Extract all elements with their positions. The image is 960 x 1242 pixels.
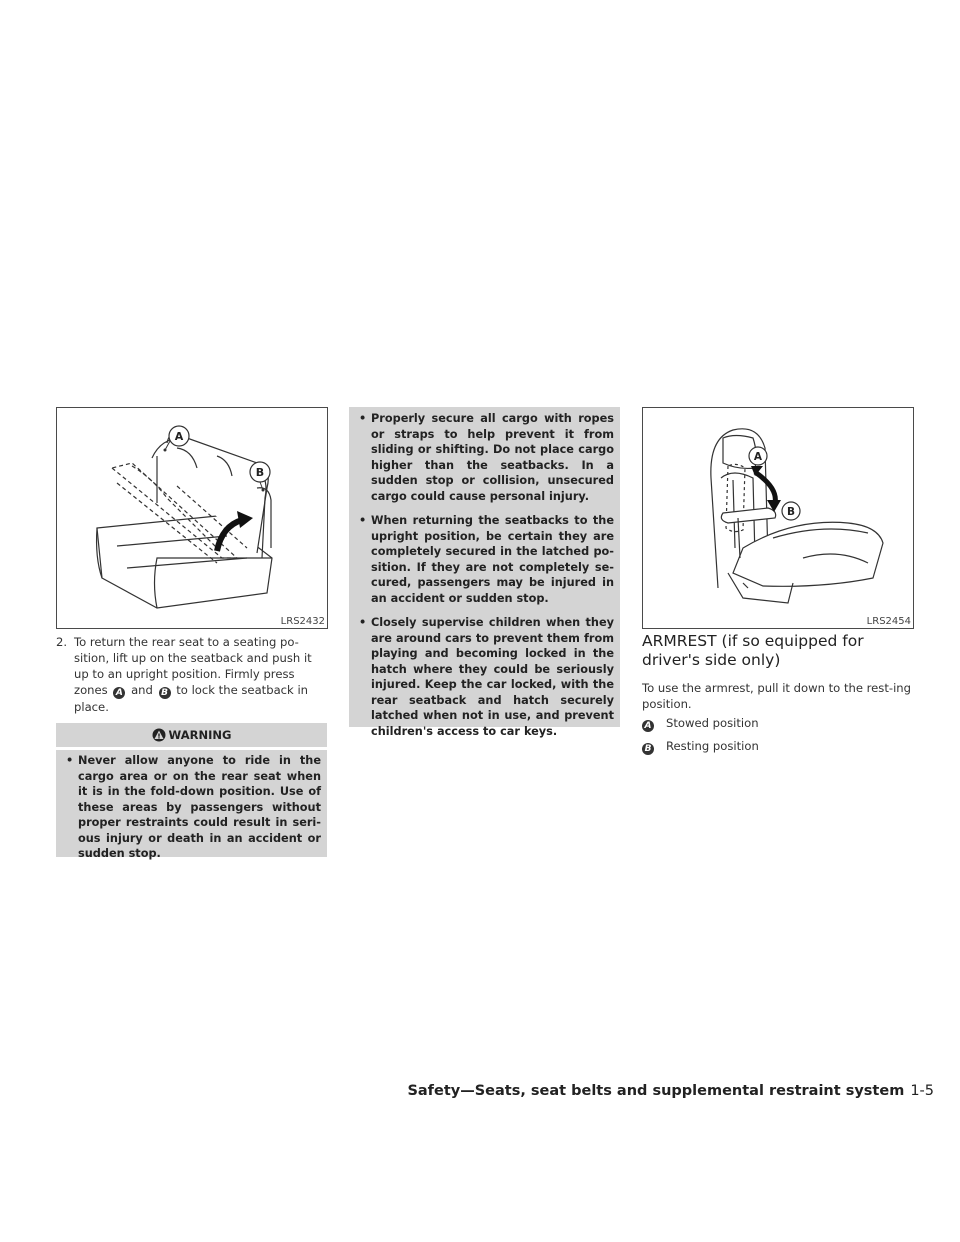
armrest-item-resting: [642, 738, 759, 755]
zone-b-badge: B: [159, 687, 171, 699]
armrest-heading: ARMREST (if so equipped for driver's side only): [642, 632, 864, 669]
item-badge-b: B: [642, 743, 654, 755]
warning-item: • Properly secure all cargo with ropes or straps to help prevent it from sliding or shifting. Do not place cargo higher than the seatbacks. In a sudden stop or collision, unsecured cargo could cause personal injury.: [359, 412, 614, 503]
step-2: [56, 634, 328, 715]
footer-section-title: Safety—Seats, seat belts and supplemental restraint system: [407, 1083, 905, 1099]
step-number: 2.: [56, 635, 68, 649]
warning-item: • When returning the seatbacks to the upright position, be certain they are completely secured in the latched po-sition. If they are not completely se-cured, passengers may be injured in an accident or sudden stop.: [359, 514, 614, 605]
warning-box-right: [349, 407, 620, 738]
step-text: To return the rear seat to a seating po-sition, lift up on the seatback and push it up to an upright position. Firmly press zones A and B to lock the seatback in place.: [74, 635, 312, 714]
armrest-item-stowed: [642, 715, 759, 732]
zone-a-badge: A: [113, 687, 125, 699]
warning-box-left: [56, 750, 327, 860]
figure-code: LRS2454: [866, 616, 911, 627]
armrest-text: To use the armrest, pull it down to the rest-ing position.: [642, 681, 912, 711]
rear-seat-illustration: [57, 408, 327, 628]
armrest-figure: [642, 407, 914, 629]
warning-icon: [152, 728, 166, 742]
figure-label-a: A: [174, 430, 184, 443]
figure-label-b: B: [255, 466, 265, 479]
item-label: Stowed position: [666, 716, 759, 730]
rear-seat-figure: [56, 407, 328, 629]
item-label: Resting position: [666, 739, 759, 753]
page-number: 1-5: [910, 1083, 934, 1099]
figure-label-b: B: [786, 506, 796, 518]
figure-code: LRS2432: [280, 616, 325, 627]
figure-label-a: A: [753, 451, 763, 463]
warning-item: • Never allow anyone to ride in the cargo area or on the rear seat when it is in the fold-down position. Use of these areas by passengers without proper restraints could result in seri-ous injury or death in an accident or sudden stop.: [66, 754, 321, 860]
page-footer: [407, 1083, 934, 1099]
armrest-illustration: [643, 408, 913, 628]
warning-title: WARNING: [168, 728, 232, 742]
item-badge-a: A: [642, 720, 654, 732]
warning-item: • Closely supervise children when they are around cars to prevent them from playing and becoming locked in the hatch where they could be seriously injured. Keep the car locked, with the rear seatback and hatch securely latched when not in use, and prevent children's access to car keys.: [359, 616, 614, 738]
warning-header: [56, 723, 327, 747]
